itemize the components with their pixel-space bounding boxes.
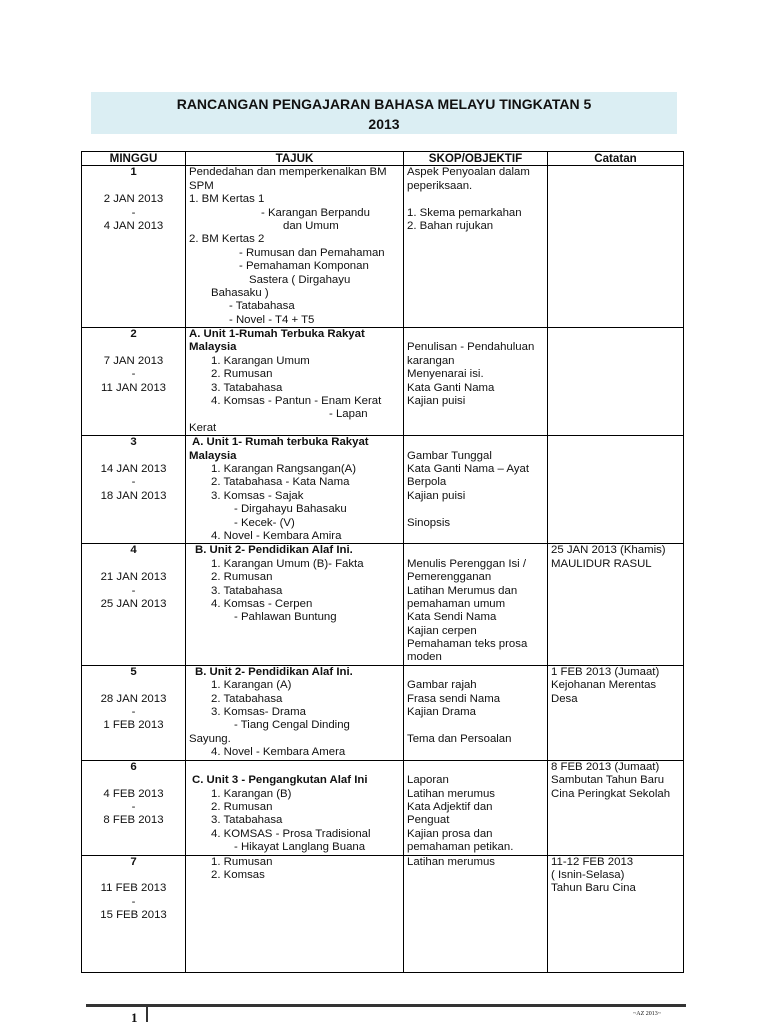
document-title bbox=[91, 92, 677, 134]
skop-line: peperiksaan. bbox=[407, 179, 473, 192]
week-start-date: 21 JAN 2013 bbox=[100, 571, 167, 584]
tajuk-line: 1. Rumusan bbox=[211, 855, 273, 868]
week-cell bbox=[82, 328, 186, 436]
skop-line: Berpola bbox=[407, 476, 447, 489]
tajuk-line: - Karangan Berpandu bbox=[261, 206, 370, 219]
tajuk-line: 3. Komsas- Drama bbox=[211, 706, 306, 719]
tajuk-line: 4. Komsas - Cerpen bbox=[211, 597, 313, 610]
tajuk-line: 2. Tatabahasa - Kata Nama bbox=[211, 476, 350, 489]
spacer bbox=[85, 679, 182, 692]
skop-line: Laporan bbox=[407, 774, 449, 787]
skop-line bbox=[407, 544, 544, 557]
tajuk-line: 4. Komsas - Pantun - Enam Kerat bbox=[211, 395, 382, 408]
tajuk-line: SPM bbox=[189, 179, 214, 192]
skop-line: Menulis Perenggan Isi / bbox=[407, 557, 527, 570]
week-end-date: 25 JAN 2013 bbox=[100, 597, 167, 610]
skop-line: karangan bbox=[407, 354, 455, 367]
skop-line: Penguat bbox=[407, 814, 450, 827]
skop-cell bbox=[404, 544, 548, 666]
tajuk-line: - Pahlawan Buntung bbox=[234, 611, 337, 624]
tajuk-line: 4. Novel - Kembara Amera bbox=[211, 746, 346, 759]
tajuk-line: Kerat bbox=[189, 421, 217, 434]
tajuk-line: 1. Karangan Umum (B)- Fakta bbox=[211, 557, 364, 570]
tajuk-line: 2. Tatabahasa bbox=[211, 692, 283, 705]
skop-line bbox=[407, 666, 544, 679]
catatan-cell bbox=[548, 544, 684, 666]
catatan-cell bbox=[548, 760, 684, 855]
skop-line: Gambar rajah bbox=[407, 679, 477, 692]
catatan-line: MAULIDUR RASUL bbox=[551, 557, 652, 570]
catatan-cell bbox=[548, 166, 684, 328]
skop-line: Frasa sendi Nama bbox=[407, 692, 501, 705]
week-start-date: 11 FEB 2013 bbox=[100, 882, 167, 895]
week-end-date: 15 FEB 2013 bbox=[100, 909, 167, 922]
tajuk-line: Bahasaku ) bbox=[211, 286, 269, 299]
tajuk-line: - Tatabahasa bbox=[229, 300, 295, 313]
tajuk-line: A. Unit 1-Rumah Terbuka Rakyat bbox=[189, 328, 365, 341]
teaching-plan-table bbox=[81, 151, 684, 973]
skop-line: Kajian cerpen bbox=[407, 624, 477, 637]
skop-line: Kata Ganti Nama – Ayat bbox=[407, 463, 529, 475]
week-start-date: 7 JAN 2013 bbox=[103, 354, 164, 367]
skop-cell bbox=[404, 760, 548, 855]
skop-line: moden bbox=[407, 651, 442, 664]
tajuk-cell bbox=[186, 436, 404, 544]
week-number: 2 bbox=[130, 328, 137, 341]
week-cell bbox=[82, 544, 186, 666]
catatan-line: 8 FEB 2013 (Jumaat) bbox=[551, 760, 660, 773]
tajuk-line: - Tiang Cengal Dinding bbox=[234, 719, 350, 732]
header-catatan: Catatan bbox=[548, 152, 684, 166]
skop-cell bbox=[404, 166, 548, 328]
header-skop: SKOP/OBJEKTIF bbox=[404, 152, 548, 166]
catatan-line: Kejohanan Merentas bbox=[551, 679, 657, 692]
skop-cell bbox=[404, 328, 548, 436]
tajuk-cell bbox=[186, 166, 404, 328]
skop-line bbox=[407, 719, 544, 732]
skop-line: Penulisan - Pendahuluan bbox=[407, 341, 535, 354]
spacer bbox=[85, 341, 182, 354]
week-dash: - bbox=[131, 206, 136, 219]
tajuk-line: Malaysia bbox=[189, 449, 237, 462]
skop-cell bbox=[404, 855, 548, 972]
tajuk-line: Sayung. bbox=[189, 732, 231, 745]
spacer bbox=[85, 450, 182, 463]
tajuk-line: A. Unit 1- Rumah terbuka Rakyat bbox=[192, 436, 369, 449]
tajuk-line: - Dirgahayu Bahasaku bbox=[234, 503, 347, 516]
catatan-line: 25 JAN 2013 (Khamis) bbox=[551, 544, 666, 557]
week-number: 7 bbox=[130, 855, 137, 868]
tajuk-line: 1. Karangan Umum bbox=[211, 354, 310, 367]
tajuk-line: Malaysia bbox=[189, 341, 237, 354]
skop-line bbox=[407, 328, 544, 341]
week-number: 1 bbox=[130, 166, 137, 179]
skop-line: Menyenarai isi. bbox=[407, 368, 484, 381]
tajuk-line: - Rumusan dan Pemahaman bbox=[239, 246, 385, 259]
week-cell bbox=[82, 855, 186, 972]
tajuk-line: B. Unit 2- Pendidikan Alaf Ini. bbox=[195, 665, 353, 678]
catatan-line: 1 FEB 2013 (Jumaat) bbox=[551, 665, 660, 678]
tajuk-cell bbox=[186, 544, 404, 666]
table-row bbox=[82, 436, 684, 544]
tajuk-line: 3. Tatabahasa bbox=[211, 381, 283, 394]
skop-line bbox=[407, 503, 544, 516]
week-cell bbox=[82, 166, 186, 328]
table-row bbox=[82, 544, 684, 666]
skop-line: pemahaman umum bbox=[407, 597, 506, 610]
skop-line: pemahaman petikan. bbox=[407, 841, 514, 854]
week-start-date: 28 JAN 2013 bbox=[100, 692, 167, 705]
spacer bbox=[85, 869, 182, 882]
title-line-2: 2013 bbox=[368, 116, 400, 132]
skop-line bbox=[407, 193, 544, 206]
tajuk-line: 2. Komsas bbox=[211, 868, 265, 881]
catatan-line: Desa bbox=[551, 692, 578, 705]
skop-line bbox=[407, 761, 544, 774]
table-row bbox=[82, 760, 684, 855]
week-number: 5 bbox=[130, 665, 137, 678]
spacer bbox=[85, 180, 182, 193]
title-line-1: RANCANGAN PENGAJARAN BAHASA MELAYU TINGKATAN 5 bbox=[176, 96, 592, 112]
footer-rule bbox=[86, 1004, 686, 1007]
catatan-cell bbox=[548, 328, 684, 436]
tajuk-line: 3. Komsas - Sajak bbox=[211, 489, 304, 502]
week-start-date: 14 JAN 2013 bbox=[100, 463, 167, 475]
week-number: 4 bbox=[130, 544, 137, 557]
week-number: 3 bbox=[130, 436, 137, 449]
week-dash: - bbox=[131, 584, 136, 597]
skop-line: Aspek Penyoalan dalam bbox=[407, 166, 530, 179]
tajuk-cell bbox=[186, 328, 404, 436]
week-dash: - bbox=[131, 368, 136, 381]
catatan-cell bbox=[548, 665, 684, 760]
tajuk-line: B. Unit 2- Pendidikan Alaf Ini. bbox=[195, 544, 353, 557]
week-start-date: 2 JAN 2013 bbox=[103, 193, 164, 206]
footer-separator bbox=[146, 1006, 148, 1022]
tajuk-cell bbox=[186, 855, 404, 972]
header-tajuk: TAJUK bbox=[186, 152, 404, 166]
tajuk-line: 3. Tatabahasa bbox=[211, 584, 283, 597]
tajuk-line: 2. Rumusan bbox=[211, 571, 273, 584]
skop-line: Latihan merumus bbox=[407, 787, 496, 800]
catatan-line: Sambutan Tahun Baru bbox=[551, 774, 665, 787]
page-number: 1 bbox=[131, 1010, 138, 1025]
table-row bbox=[82, 328, 684, 436]
tajuk-line: dan Umum bbox=[283, 219, 339, 232]
tajuk-line: C. Unit 3 - Pengangkutan Alaf Ini bbox=[192, 774, 368, 787]
skop-cell bbox=[404, 665, 548, 760]
header-row bbox=[82, 152, 684, 166]
skop-line: 2. Bahan rujukan bbox=[407, 219, 494, 232]
table-row bbox=[82, 665, 684, 760]
week-end-date: 11 JAN 2013 bbox=[100, 381, 166, 394]
week-end-date: 18 JAN 2013 bbox=[100, 489, 167, 502]
tajuk-cell bbox=[186, 665, 404, 760]
skop-cell bbox=[404, 436, 548, 544]
tajuk-line: - Lapan bbox=[329, 408, 368, 421]
week-number: 6 bbox=[130, 760, 137, 773]
tajuk-line: - Novel - T4 + T5 bbox=[229, 313, 315, 326]
skop-line: Latihan merumus bbox=[407, 855, 496, 868]
skop-line: Latihan Merumus dan bbox=[407, 584, 518, 597]
catatan-line: ( Isnin-Selasa) bbox=[551, 868, 625, 881]
spacer bbox=[85, 558, 182, 571]
week-start-date: 4 FEB 2013 bbox=[103, 787, 164, 800]
skop-line: Gambar Tunggal bbox=[407, 449, 492, 462]
skop-line: Sinopsis bbox=[407, 516, 451, 529]
tajuk-line: - Hikayat Langlang Buana bbox=[234, 841, 366, 854]
week-dash: - bbox=[131, 895, 136, 908]
week-dash: - bbox=[131, 706, 136, 719]
tajuk-cell bbox=[186, 760, 404, 855]
skop-line: Tema dan Persoalan bbox=[407, 732, 512, 745]
skop-line: Pemerengganan bbox=[407, 571, 492, 584]
skop-line: Kajian puisi bbox=[407, 395, 466, 408]
week-dash: - bbox=[131, 476, 136, 489]
week-cell bbox=[82, 760, 186, 855]
skop-line: Kata Sendi Nama bbox=[407, 611, 497, 624]
skop-line: Kata Adjektif dan bbox=[407, 801, 493, 814]
skop-line: 1. Skema pemarkahan bbox=[407, 206, 522, 219]
week-cell bbox=[82, 436, 186, 544]
tajuk-line bbox=[189, 761, 400, 774]
catatan-cell bbox=[548, 855, 684, 972]
tajuk-line: 1. Karangan (B) bbox=[211, 787, 292, 800]
skop-line: Kata Ganti Nama bbox=[407, 381, 495, 394]
catatan-line: 11-12 FEB 2013 bbox=[551, 855, 634, 868]
week-end-date: 4 JAN 2013 bbox=[103, 219, 164, 232]
week-cell bbox=[82, 665, 186, 760]
tajuk-line: - Kecek- (V) bbox=[234, 516, 295, 529]
week-end-date: 1 FEB 2013 bbox=[103, 719, 164, 732]
header-minggu: MINGGU bbox=[82, 152, 186, 166]
tajuk-line: 1. Karangan Rangsangan(A) bbox=[211, 463, 357, 475]
week-end-date: 8 FEB 2013 bbox=[103, 814, 164, 827]
skop-line: Kajian prosa dan bbox=[407, 827, 493, 840]
skop-line: Pemahaman teks prosa bbox=[407, 638, 528, 651]
table-row bbox=[82, 855, 684, 972]
tajuk-line: Sastera ( Dirgahayu bbox=[249, 273, 351, 286]
skop-line: Kajian puisi bbox=[407, 489, 466, 502]
tajuk-line: 4. KOMSAS - Prosa Tradisional bbox=[211, 827, 371, 840]
spacer bbox=[85, 774, 182, 787]
tajuk-line: 2. Rumusan bbox=[211, 368, 273, 381]
skop-line bbox=[407, 436, 544, 449]
catatan-cell bbox=[548, 436, 684, 544]
catatan-line: Tahun Baru Cina bbox=[551, 882, 636, 895]
tajuk-line: 1. Karangan (A) bbox=[211, 679, 292, 692]
tajuk-line: - Pemahaman Komponan bbox=[239, 260, 369, 273]
tajuk-line: 1. BM Kertas 1 bbox=[189, 193, 265, 206]
tajuk-line: 2. Rumusan bbox=[211, 801, 273, 814]
table-row bbox=[82, 166, 684, 328]
tajuk-line: Pendedahan dan memperkenalkan BM bbox=[189, 166, 387, 179]
footer-tag: ~AZ 2013~ bbox=[633, 1011, 661, 1017]
tajuk-line: 4. Novel - Kembara Amira bbox=[211, 529, 342, 542]
tajuk-line: 3. Tatabahasa bbox=[211, 814, 283, 827]
catatan-line: Cina Peringkat Sekolah bbox=[551, 787, 671, 800]
week-dash: - bbox=[131, 801, 136, 814]
tajuk-line: 2. BM Kertas 2 bbox=[189, 233, 265, 246]
skop-line: Kajian Drama bbox=[407, 706, 477, 719]
